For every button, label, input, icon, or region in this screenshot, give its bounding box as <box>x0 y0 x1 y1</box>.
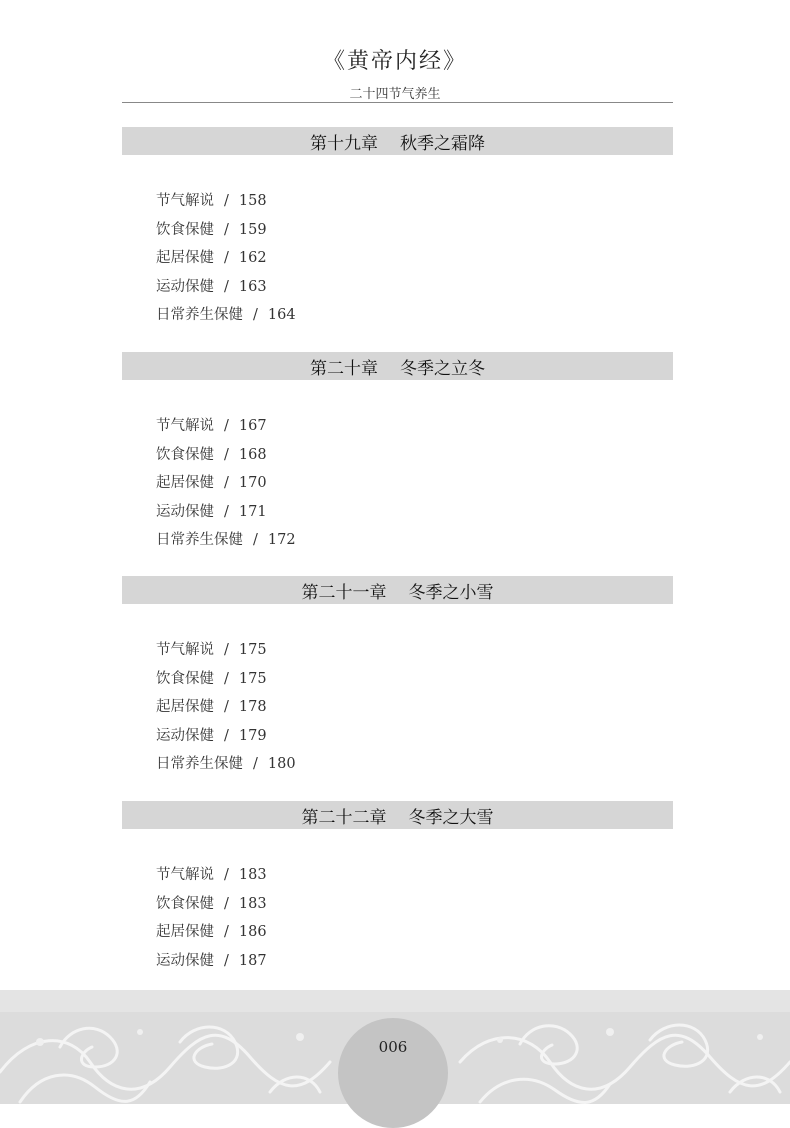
toc-entry[interactable] <box>156 750 296 779</box>
toc-separator: / <box>224 642 229 658</box>
toc-entry[interactable] <box>156 722 296 751</box>
toc-entry-label: 起居保健 <box>156 924 214 940</box>
toc-list <box>156 636 296 779</box>
toc-separator: / <box>224 503 229 520</box>
toc-entry-label: 日常养生保健 <box>156 532 243 548</box>
toc-list <box>156 187 296 330</box>
toc-entry-label: 饮食保健 <box>156 446 214 463</box>
toc-separator: / <box>224 670 229 687</box>
toc-entry-page: 159 <box>238 221 267 238</box>
chapter-heading <box>122 127 673 155</box>
toc-entry[interactable] <box>156 244 296 273</box>
page-header <box>0 44 790 102</box>
page-number-circle <box>338 1018 448 1128</box>
toc-entry-page: 162 <box>238 250 267 266</box>
toc-entry-label: 节气解说 <box>156 867 214 883</box>
toc-entry-page: 171 <box>238 503 267 520</box>
toc-entry-label: 饮食保健 <box>156 670 214 687</box>
page-number: 006 <box>378 1038 408 1056</box>
chapter-number: 第二十一章 <box>301 582 387 603</box>
chapter-title: 冬季之立冬 <box>400 358 485 379</box>
toc-entry[interactable] <box>156 890 267 919</box>
toc-entry-page: 183 <box>238 895 267 912</box>
book-title: 《黄帝内经》 <box>322 49 467 74</box>
chapter-number: 第二十章 <box>310 358 378 379</box>
toc-separator: / <box>224 475 229 491</box>
toc-entry[interactable] <box>156 918 267 947</box>
toc-entry-page: 178 <box>238 699 267 715</box>
header-rule <box>122 102 673 103</box>
toc-entry-page: 172 <box>267 532 296 548</box>
toc-entry-label: 起居保健 <box>156 699 214 715</box>
chapter-heading <box>122 352 673 380</box>
toc-separator: / <box>224 250 229 266</box>
toc-entry-page: 187 <box>238 952 267 969</box>
chapter-number: 第十九章 <box>310 133 378 154</box>
toc-separator: / <box>224 924 229 940</box>
toc-entry[interactable] <box>156 216 296 245</box>
toc-entry-label: 节气解说 <box>156 642 214 658</box>
chapter-number: 第二十二章 <box>301 807 387 828</box>
toc-entry-page: 179 <box>238 727 267 744</box>
toc-entry[interactable] <box>156 301 296 330</box>
toc-entry[interactable] <box>156 441 296 470</box>
toc-separator: / <box>253 532 258 548</box>
toc-separator: / <box>224 727 229 744</box>
toc-separator: / <box>224 952 229 969</box>
toc-separator: / <box>224 699 229 715</box>
toc-separator: / <box>253 756 258 772</box>
toc-entry-label: 运动保健 <box>156 727 214 744</box>
toc-separator: / <box>224 418 229 434</box>
toc-entry-label: 起居保健 <box>156 250 214 266</box>
toc-entry-page: 164 <box>267 307 296 323</box>
toc-entry[interactable] <box>156 187 296 216</box>
toc-entry[interactable] <box>156 273 296 302</box>
toc-entry-label: 节气解说 <box>156 193 214 209</box>
toc-entry-label: 饮食保健 <box>156 895 214 912</box>
toc-entry[interactable] <box>156 526 296 555</box>
toc-entry-label: 节气解说 <box>156 418 214 434</box>
toc-separator: / <box>224 278 229 295</box>
toc-separator: / <box>224 446 229 463</box>
toc-entry[interactable] <box>156 469 296 498</box>
toc-separator: / <box>253 307 258 323</box>
chapter-title: 冬季之大雪 <box>408 807 494 828</box>
toc-entry-label: 运动保健 <box>156 503 214 520</box>
toc-entry-page: 186 <box>238 924 267 940</box>
toc-list <box>156 412 296 555</box>
toc-entry[interactable] <box>156 665 296 694</box>
toc-entry-page: 183 <box>238 867 267 883</box>
chapter-heading <box>122 801 673 829</box>
toc-entry-label: 日常养生保健 <box>156 307 243 323</box>
toc-entry-page: 175 <box>238 642 267 658</box>
toc-entry-page: 170 <box>238 475 267 491</box>
toc-entry-page: 175 <box>238 670 267 687</box>
toc-entry[interactable] <box>156 636 296 665</box>
toc-entry-label: 运动保健 <box>156 952 214 969</box>
toc-entry-label: 饮食保健 <box>156 221 214 238</box>
toc-entry-label: 日常养生保健 <box>156 756 243 772</box>
toc-entry[interactable] <box>156 498 296 527</box>
toc-entry-page: 158 <box>238 193 267 209</box>
toc-entry-label: 起居保健 <box>156 475 214 491</box>
toc-entry-page: 168 <box>238 446 267 463</box>
toc-entry-label: 运动保健 <box>156 278 214 295</box>
toc-entry[interactable] <box>156 861 267 890</box>
toc-entry[interactable] <box>156 412 296 441</box>
chapter-title: 秋季之霜降 <box>400 133 485 154</box>
toc-separator: / <box>224 221 229 238</box>
chapter-title: 冬季之小雪 <box>408 582 494 603</box>
toc-entry[interactable] <box>156 693 296 722</box>
footer-band <box>0 990 790 1012</box>
toc-entry[interactable] <box>156 947 267 976</box>
book-subtitle: 二十四节气养生 <box>349 87 441 102</box>
chapter-heading <box>122 576 673 604</box>
toc-separator: / <box>224 193 229 209</box>
toc-entry-page: 167 <box>238 418 267 434</box>
toc-entry-page: 180 <box>267 756 296 772</box>
toc-separator: / <box>224 867 229 883</box>
toc-entry-page: 163 <box>238 278 267 295</box>
toc-list <box>156 861 267 975</box>
toc-separator: / <box>224 895 229 912</box>
